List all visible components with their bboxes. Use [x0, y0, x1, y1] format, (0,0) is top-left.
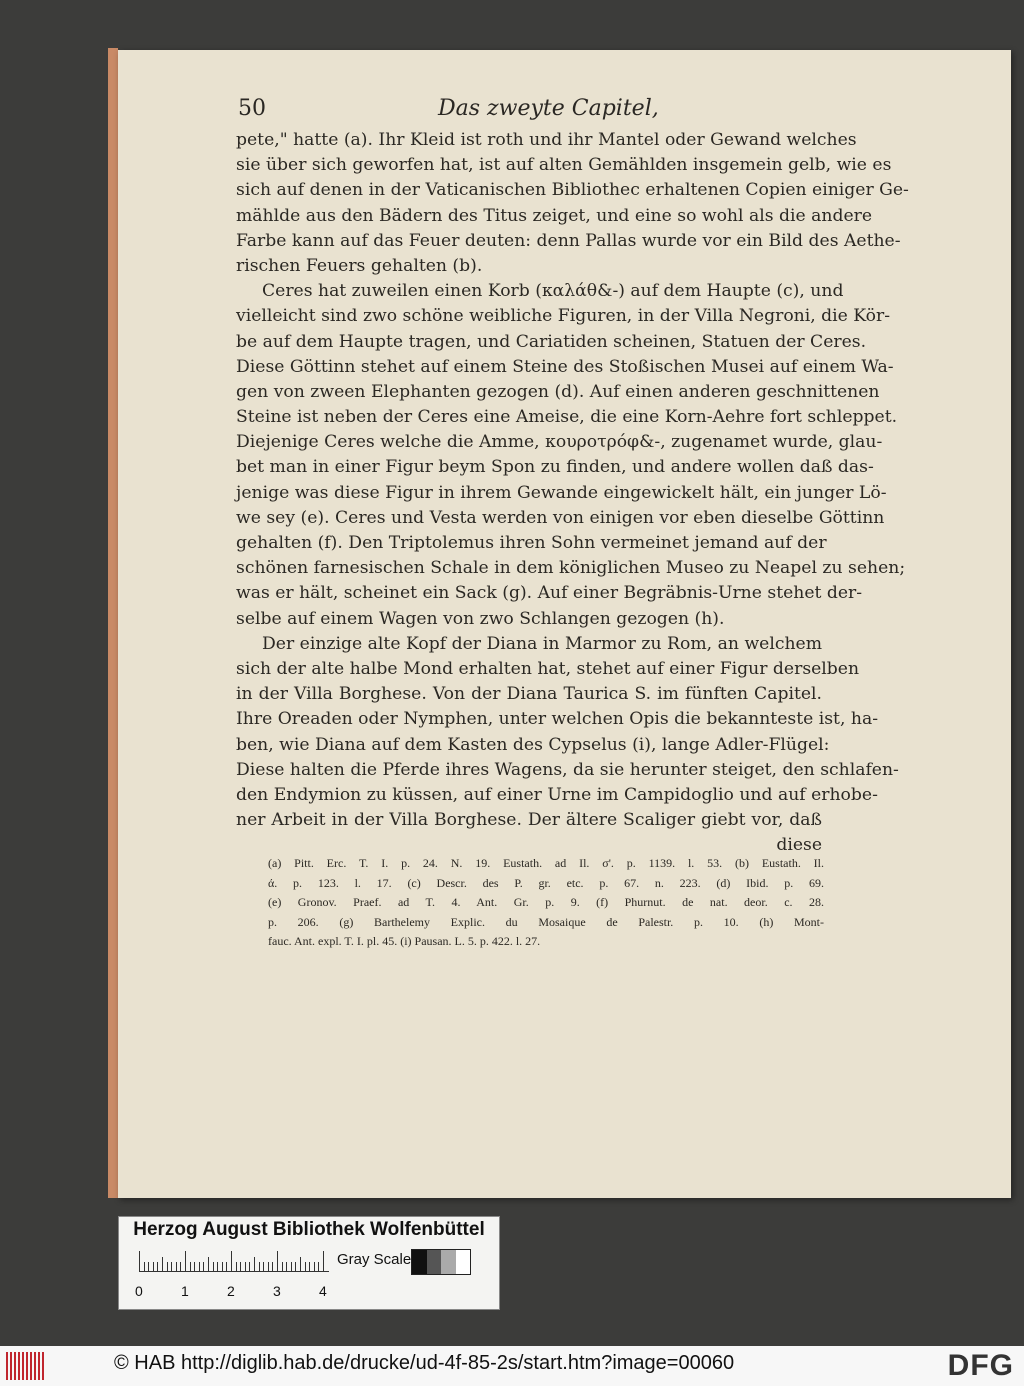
ruler-number: 2: [227, 1283, 235, 1299]
gray-swatch: [412, 1250, 427, 1274]
ruler-number: 0: [135, 1283, 143, 1299]
text-line: rischen Feuers gehalten (b).: [236, 255, 483, 276]
ruler-tick: [291, 1262, 292, 1271]
barcode-bar: [14, 1352, 16, 1380]
text-line: Ihre Oreaden oder Nymphen, unter welchen Opis die bekannteste ist, ha-: [236, 709, 879, 730]
ruler-tick: [249, 1262, 250, 1271]
text-line: bet man in einer Figur beym Spon zu finden, und andere wollen daß das-: [236, 457, 874, 478]
text-line: den Endymion zu küssen, auf einer Urne im Campidoglio und auf erhobe-: [236, 784, 878, 805]
text-line: gehalten (f). Den Triptolemus ihren Sohn vermeinet jemand auf der: [236, 533, 827, 553]
ruler-tick: [286, 1262, 287, 1271]
ruler-tick: [295, 1262, 296, 1271]
ruler-tick: [139, 1251, 140, 1271]
ruler-tick: [157, 1262, 158, 1271]
ruler-tick: [203, 1262, 204, 1271]
ruler-tick: [167, 1262, 168, 1271]
ruler-number: 3: [273, 1283, 281, 1299]
ruler-tick: [300, 1257, 301, 1271]
footer-bar: [0, 1346, 1024, 1386]
running-title: Das zweyte Capitel,: [438, 96, 659, 121]
ruler-tick: [148, 1262, 149, 1271]
barcode-bar: [18, 1352, 20, 1380]
text-line: Der einzige alte Kopf der Diana in Marmor zu Rom, an welchem: [262, 633, 822, 654]
ruler-tick: [226, 1262, 227, 1271]
ruler-tick: [162, 1257, 163, 1271]
barcode-bar: [38, 1352, 40, 1380]
ruler-tick: [199, 1262, 200, 1271]
ruler-tick: [268, 1262, 269, 1271]
text-line: Diejenige Ceres welche die Amme, κουροτρόφ&-, zugenamet wurde, glau-: [236, 432, 883, 453]
ruler-tick: [185, 1251, 186, 1271]
catchword: diese: [776, 835, 822, 856]
ruler-tick: [222, 1262, 223, 1271]
ruler-tick: [314, 1262, 315, 1271]
text-line: Farbe kann auf das Feuer deuten: denn Pallas wurde vor ein Bild des Aethe-: [236, 230, 901, 251]
grayscale-swatches: [411, 1249, 471, 1275]
page-header: [238, 96, 838, 128]
text-line: sie über sich geworfen hat, ist auf alten Gemählden insgemein gelb, wie es: [236, 155, 892, 176]
barcode-bar: [42, 1352, 44, 1380]
scale-ruler: [139, 1251, 329, 1271]
footnotes: [268, 854, 824, 952]
footnote-line: (e) Gronov. Praef. ad T. 4. Ant. Gr. p. 9. (f) Phurnut. de nat. deor. c. 28.: [268, 895, 824, 909]
text-line: Diese halten die Pferde ihres Wagens, da sie herunter steiget, den schlafen-: [236, 759, 899, 780]
body-text: [236, 128, 909, 858]
ruler-tick: [318, 1262, 319, 1271]
text-line: selbe auf einem Wagen von zwo Schlangen gezogen (h).: [236, 608, 725, 629]
ruler-tick: [245, 1262, 246, 1271]
ruler-tick: [231, 1251, 232, 1271]
text-line: pete," hatte (a). Ihr Kleid ist roth und ihr Mantel oder Gewand welches: [236, 130, 857, 150]
gray-swatch: [427, 1250, 442, 1274]
ruler-tick: [309, 1262, 310, 1271]
text-line: Steine ist neben der Ceres eine Ameise, die eine Korn-Aehre fort schleppet.: [236, 407, 898, 428]
ruler-tick: [180, 1262, 181, 1271]
gray-swatch: [456, 1250, 471, 1274]
ruler-tick: [259, 1262, 260, 1271]
text-line: sich auf denen in der Vaticanischen Bibliothec erhaltenen Copien einiger Ge-: [236, 180, 909, 201]
ruler-tick: [323, 1251, 324, 1271]
barcode-bar: [30, 1352, 32, 1380]
page-edge: [108, 48, 118, 1198]
ruler-tick: [176, 1262, 177, 1271]
ruler-number: 1: [181, 1283, 189, 1299]
text-line: we sey (e). Ceres und Vesta werden von einigen vor eben dieselbe Göttinn: [236, 507, 885, 528]
ruler-tick: [236, 1262, 237, 1271]
barcode-icon: [6, 1352, 46, 1380]
ruler-tick: [171, 1262, 172, 1271]
footnote-line: p. 206. (g) Barthelemy Explic. du Mosaique de Palestr. p. 10. (h) Mont-: [268, 914, 824, 929]
library-label-card: [118, 1216, 500, 1310]
text-line: gen von zween Elephanten gezogen (d). Auf einen anderen geschnittenen: [236, 381, 880, 402]
barcode-bar: [34, 1352, 36, 1380]
text-line: Diese Göttinn stehet auf einem Steine des Stoßischen Musei auf einem Wa-: [236, 356, 894, 377]
text-line: mählde aus den Bädern des Titus zeiget, und eine so wohl als die andere: [236, 205, 873, 226]
ruler-tick: [254, 1257, 255, 1271]
barcode-bar: [10, 1352, 12, 1380]
text-line: in der Villa Borghese. Von der Diana Taurica S. im fünften Capitel.: [236, 684, 822, 705]
text-line: ben, wie Diana auf dem Kasten des Cypselus (i), lange Adler-Flügel:: [236, 734, 830, 755]
text-line: schönen farnesischen Schale in dem königlichen Museo zu Neapel zu sehen;: [236, 558, 906, 579]
ruler-tick: [305, 1262, 306, 1271]
ruler-baseline: [139, 1271, 329, 1272]
ruler-tick: [208, 1257, 209, 1271]
ruler-tick: [263, 1262, 264, 1271]
text-line: ner Arbeit in der Villa Borghese. Der ältere Scaliger giebt vor, daß: [236, 810, 822, 831]
ruler-tick: [217, 1262, 218, 1271]
ruler-tick: [153, 1262, 154, 1271]
dfg-logo: DFG: [947, 1349, 1014, 1382]
ruler-number: 4: [319, 1283, 327, 1299]
text-line: jenige was diese Figur in ihrem Gewande eingewickelt hält, ein junger Lö-: [236, 482, 887, 503]
ruler-tick: [282, 1262, 283, 1271]
ruler-tick: [194, 1262, 195, 1271]
text-line: Ceres hat zuweilen einen Korb (καλάθ&-) auf dem Haupte (c), und: [262, 281, 844, 302]
ruler-tick: [272, 1262, 273, 1271]
text-line: was er hält, scheinet ein Sack (g). Auf einer Begräbnis-Urne stehet der-: [236, 583, 863, 604]
footnote-line: fauc. Ant. expl. T. I. pl. 45. (i) Pausan. L. 5. p. 422. l. 27.: [268, 934, 541, 948]
barcode-bar: [22, 1352, 24, 1380]
ruler-tick: [240, 1262, 241, 1271]
page-number: 50: [238, 96, 266, 121]
barcode-bar: [6, 1352, 8, 1380]
text-line: be auf dem Haupte tragen, und Cariatiden scheinen, Statuen der Ceres.: [236, 331, 867, 352]
library-name: Herzog August Bibliothek Wolfenbüttel: [133, 1219, 485, 1240]
ruler-tick: [190, 1262, 191, 1271]
ruler-tick: [277, 1251, 278, 1271]
footnote-line: (a) Pitt. Erc. T. I. p. 24. N. 19. Eustath. ad Il. σ'. p. 1139. l. 53. (b) Eustath. Il.: [268, 856, 824, 870]
text-line: sich der alte halbe Mond erhalten hat, stehet auf einer Figur derselben: [236, 658, 860, 679]
ruler-tick: [144, 1262, 145, 1271]
text-line: vielleicht sind zwo schöne weibliche Figuren, in der Villa Negroni, die Kör-: [236, 306, 891, 327]
grayscale-label: Gray Scale: [337, 1251, 412, 1268]
barcode-bar: [26, 1352, 28, 1380]
footnote-line: ά. p. 123. l. 17. (c) Descr. des P. gr. etc. p. 67. n. 223. (d) Ibid. p. 69.: [268, 875, 824, 890]
copyright-url[interactable]: © HAB http://diglib.hab.de/drucke/ud-4f-85-2s/start.htm?image=00060: [114, 1352, 735, 1374]
ruler-tick: [213, 1262, 214, 1271]
gray-swatch: [441, 1250, 456, 1274]
